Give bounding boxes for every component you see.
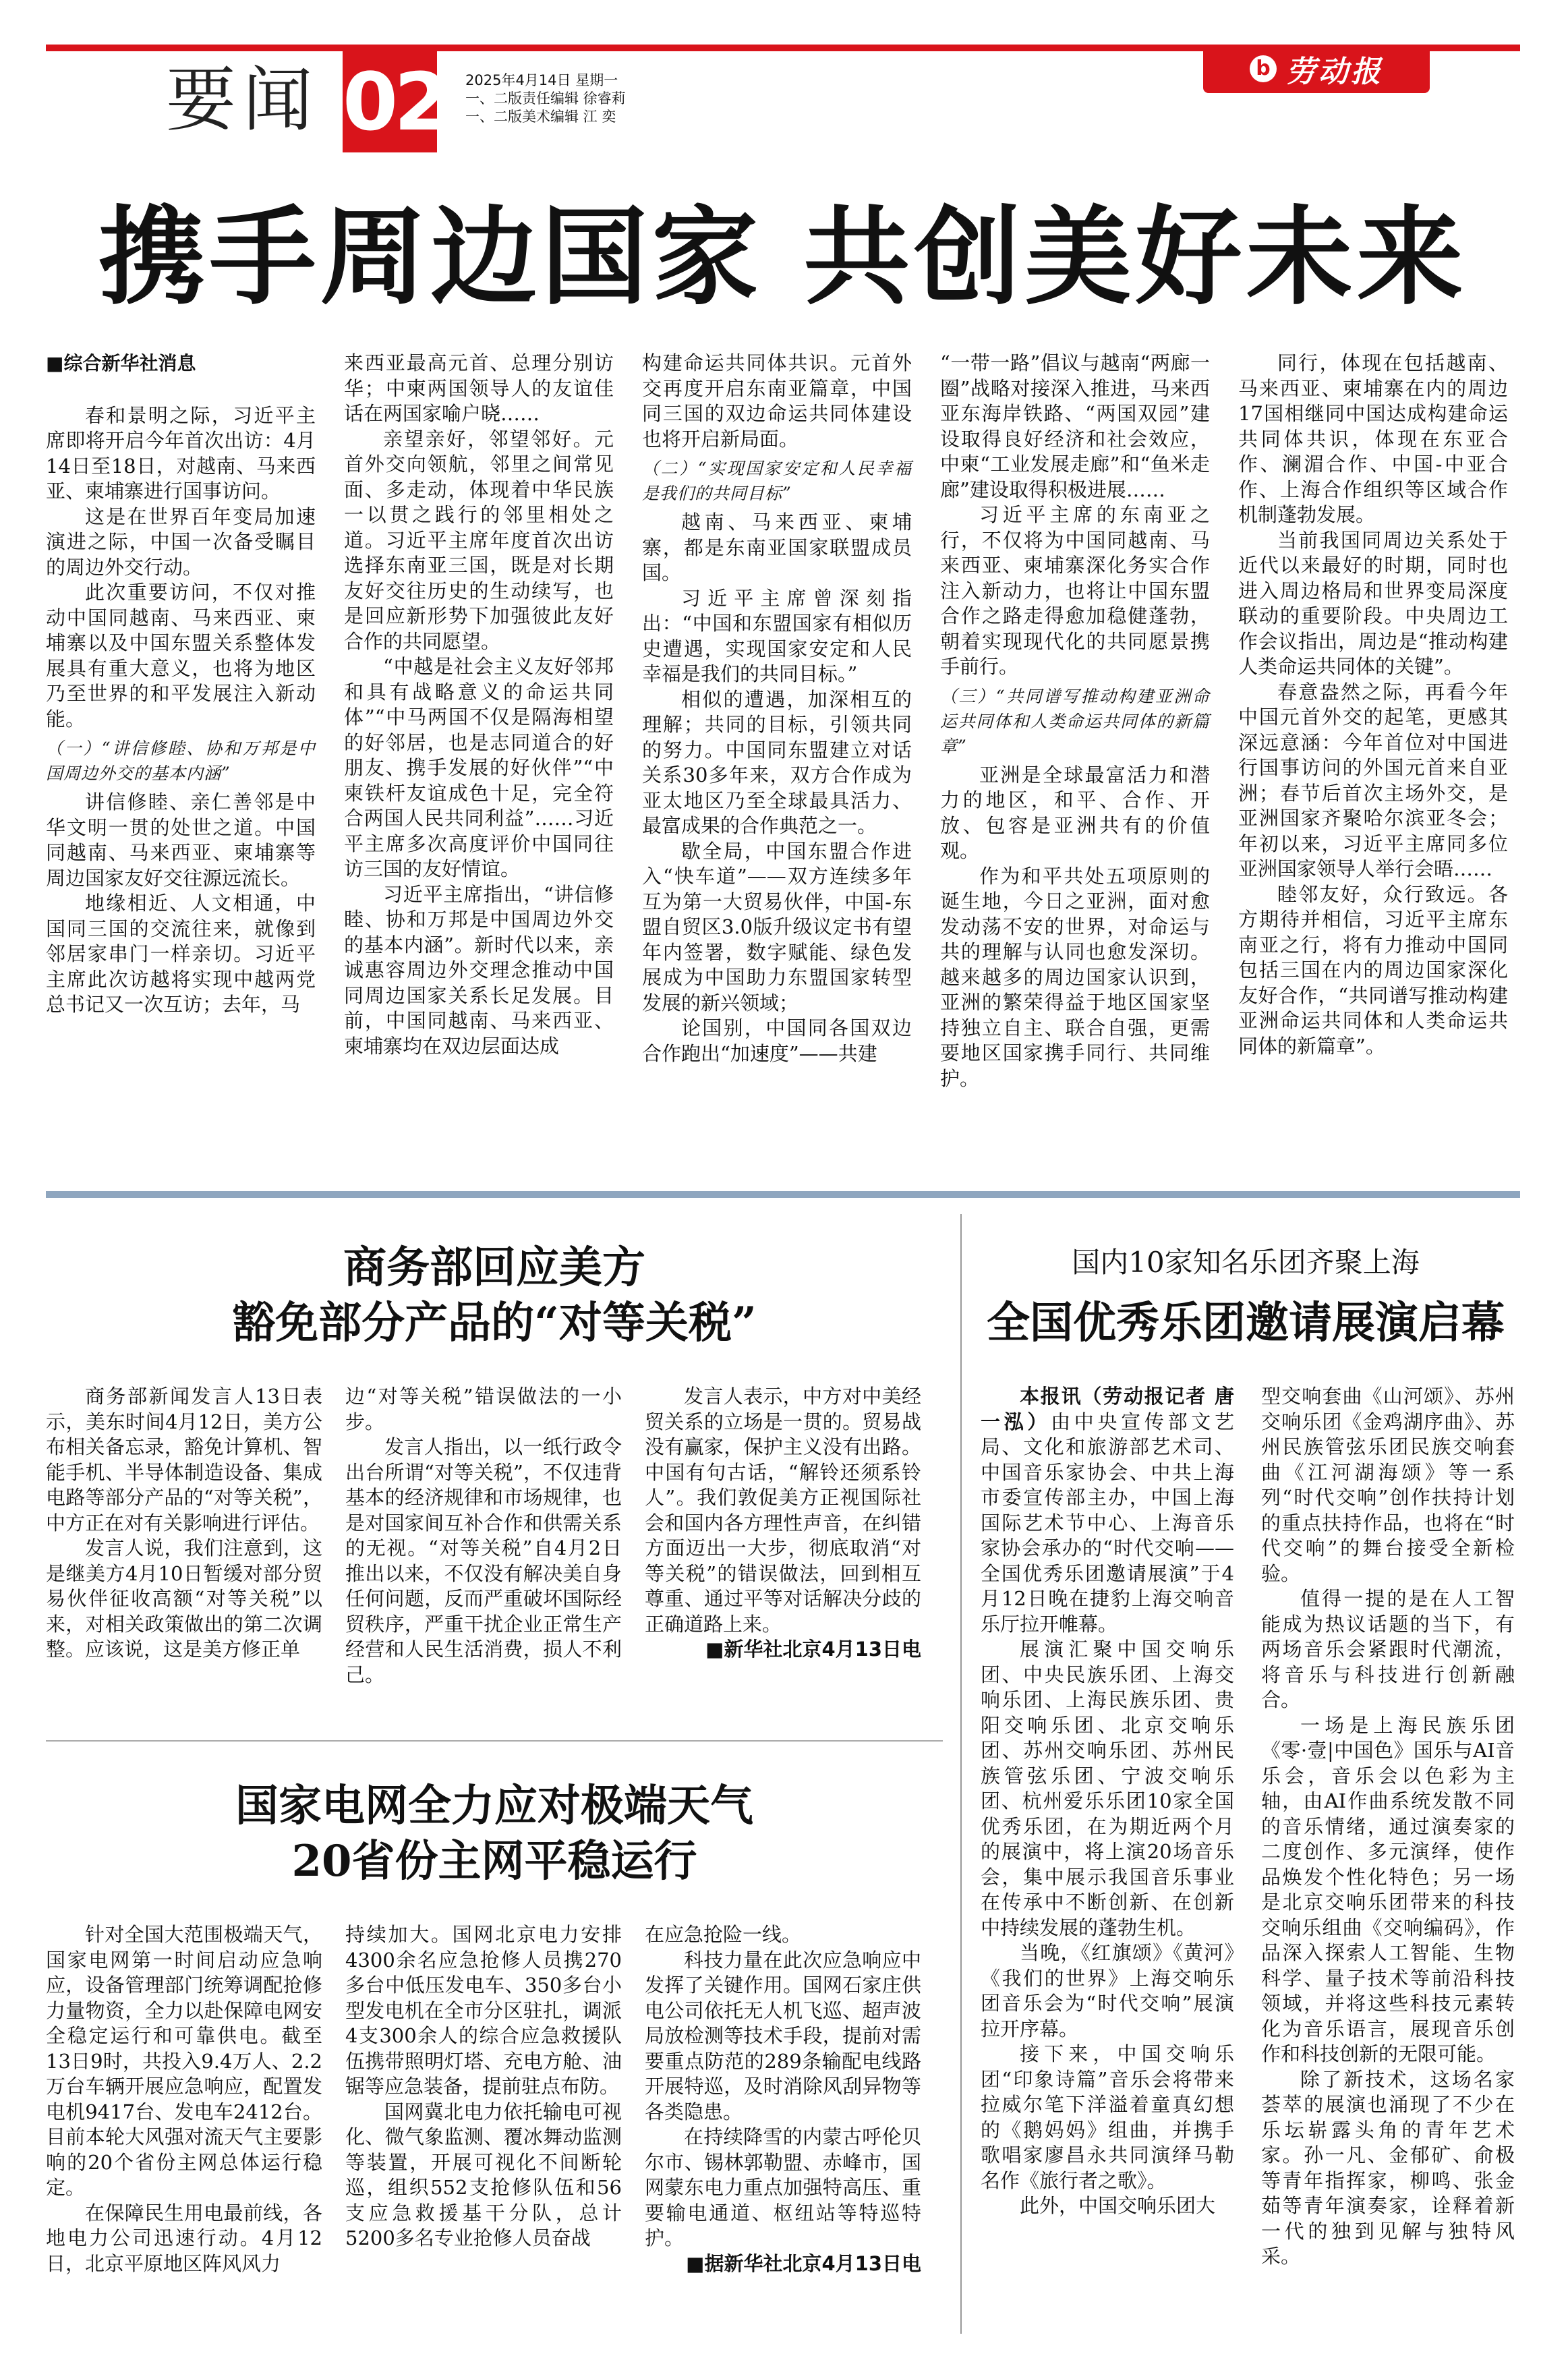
grid-paragraph: 国网冀北电力依托输电可视化、微气象监测、覆冰舞动监测等装置，开展可视化不间断轮巡，组织552支抢修队伍和56支应急救援基干分队，总计5200多名专业抢修人员奋战 <box>345 2100 622 2249</box>
lead-paragraph: 地缘相近、人文相通，中国同三国的交流往来，就像到邻居家串门一样亲切。习近平主席此次访越将实现中越两党总书记又一次互访；去年，马 <box>46 892 316 1016</box>
tariff-paragraph: 商务部新闻发言人13日表示，美东时间4月12日，美方公布相关备忘录，豁免计算机、智能手机、半导体制造设备、集成电路等部分产品的“对等关税”，中方正在对有关影响进行评估。 <box>46 1385 322 1534</box>
lead-paragraph: “中越是社会主义友好邻邦和具有战略意义的命运共同体”“中马两国不仅是隔海相望的好邻居，也是志同道合的好朋友、携手发展的好伙伴”“中柬铁杆友谊成色十足，完全符合两国人民共同利益”……习近平主席多次高度评价中国同往访三国的友好情谊。 <box>344 655 614 880</box>
lead-paragraph: 春意盎然之际，再看今年中国元首外交的起笔，更感其深远意涵：今年首位对中国进行国事访问的外国元首来自亚洲；春节后首次主场外交，是亚洲国家齐聚哈尔滨亚冬会；年初以来，习近平主席同多位亚洲国家领导人举行会晤…… <box>1238 680 1508 880</box>
lead-paragraph: 此次重要访问，不仅对推动中国同越南、马来西亚、柬埔寨以及中国东盟关系整体发展具有重大意义，也将为地区乃至世界的和平发展注入新动能。 <box>46 581 316 730</box>
page-number: 02 <box>343 51 437 152</box>
tariff-title-line1: 商务部回应美方 <box>343 1242 645 1293</box>
logo-mark-icon: b <box>1250 55 1277 82</box>
orchestra-kicker: 国内10家知名乐团齐聚上海 <box>1072 1246 1420 1279</box>
lead-paragraph: 当前我国同周边关系处于近代以来最好的时期，同时也进入周边格局和世界变局深度联动的重要阶段。中央周边工作会议指出，周边是“推动构建人类命运共同体的关键”。 <box>1238 528 1508 678</box>
tariff-dateline: ■新华社北京4月13日电 <box>705 1638 921 1661</box>
orchestra-paragraph: 一场是上海民族乐团《零·壹|中国色》国乐与AI音乐会，音乐会以色彩为主轴，由AI作曲系统发散不同的音乐情绪，通过演奏家的二度创作、多元演绎，使作品焕发个性化特色；另一场是北京交响乐团带来的科技交响乐组曲《交响编码》，作品深入探索人工智能、生物科学、量子技术等前沿科技领域，并将这些科技元素转化为音乐语言，展现音乐创作和科技创新的无限可能。 <box>1261 1713 1515 2065</box>
lead-paragraph: 论国别，中国同各国双边合作跑出“加速度”——共建 <box>642 1016 912 1065</box>
orchestra-paragraph: 除了新技术，这场名家荟萃的展演也涌现了不少在乐坛崭露头角的青年艺术家。孙一凡、金郁矿、俞极等青年指挥家，柳鸣、张金茹等青年演奏家，诠释着新一代的独到见解与独特风采。 <box>1261 2067 1515 2268</box>
editor-line: 一、二版责任编辑 徐睿莉 <box>465 90 626 107</box>
orchestra-column-2 <box>1261 1384 1515 2270</box>
grid-paragraph: 在持续降雪的内蒙古呼伦贝尔市、锡林郭勒盟、赤峰市，国网蒙东电力重点加强特高压、重要输电通道、枢纽站等特巡特护。 <box>645 2125 921 2249</box>
lead-source: ■综合新华社消息 <box>46 352 196 374</box>
grid-title-line2: 20省份主网平稳运行 <box>291 1836 697 1887</box>
orchestra-paragraph: 型交响套曲《山河颂》、苏州交响乐团《金鸡湖序曲》、苏州民族管弦乐团民族交响套曲《江河湖海颂》等一系列“时代交响”创作扶持计划的重点扶持作品，也将在“时代交响”的舞台接受全新检验。 <box>1261 1385 1515 1585</box>
orchestra-paragraph: 接下来，中国交响乐团“印象诗篇”音乐会将带来拉威尔笔下洋溢着童真幻想的《鹅妈妈》组曲，并携手歌唱家廖昌永共同演绎马勒名作《旅行者之歌》。 <box>981 2042 1234 2192</box>
lead-subheading: （一）“讲信修睦、协和万邦是中国周边外交的基本内涵” <box>46 739 316 783</box>
grid-column-2 <box>345 1922 622 2251</box>
grid-paragraph: 科技力量在此次应急响应中发挥了关键作用。国网石家庄供电公司依托无人机飞巡、超声波局放检测等技术手段，提前对需要重点防范的289条输配电线路开展特巡，及时消除风刮异物等各类隐患。 <box>645 1948 921 2123</box>
lead-paragraph: 这是在世界百年变局加速演进之际，中国一次备受瞩目的周边外交行动。 <box>46 505 316 579</box>
lead-paragraph: 作为和平共处五项原则的诞生地，今日之亚洲，面对愈发动荡不安的世界，对命运与共的理解与认同也愈发深切。越来越多的周边国家认识到，亚洲的繁荣得益于地区国家坚持独立自主、联合自强，更需要地区国家携手同行、共同维护。 <box>940 864 1210 1090</box>
lead-column-1 <box>46 351 316 1018</box>
lead-subheading: （三）“共同谱写推动构建亚洲命运共同体和人类命运共同体的新篇章” <box>940 686 1210 756</box>
lead-column-4 <box>940 351 1210 1091</box>
orchestra-column-1 <box>981 1384 1234 2219</box>
byline: 本报讯（劳动报记者 唐一泓） <box>981 1385 1234 1433</box>
lead-paragraph: 越南、马来西亚、柬埔寨，都是东南亚国家联盟成员国。 <box>642 511 912 584</box>
grid-paragraph: 针对全国大范围极端天气，国家电网第一时间启动应急响应，设备管理部门统筹调配抢修力量物资，全力以赴保障电网安全稳定运行和可靠供电。截至13日9时，共投入9.4万人、2.2万台车辆开展应急响应，配置发电机9417台、发电车2412台。目前本轮大风强对流天气主要影响的20个省份主网总体运行稳定。 <box>46 1923 322 2199</box>
orchestra-paragraph <box>981 1384 1234 1637</box>
lead-paragraph: 相似的遭遇，加深相互的理解；共同的目标，引领共同的努力。中国同东盟建立对话关系30多年来，双方合作成为亚太地区乃至全球最具活力、最富成果的合作典范之一。 <box>642 687 912 837</box>
lead-paragraph: 习近平主席曾深刻指出：“中国和东盟国家有相似历史遭遇，实现国家安定和人民幸福是我们的共同目标。” <box>642 586 912 685</box>
lead-paragraph: 睦邻友好，众行致远。各方期待并相信，习近平主席东南亚之行，将有力推动中国同包括三国在内的周边国家深化友好合作，“共同谱写推动构建亚洲命运共同体和人类命运共同体的新篇章”。 <box>1238 882 1508 1058</box>
grid-column-1 <box>46 1922 322 2276</box>
lead-paragraph: 习近平主席的东南亚之行，不仅将为中国同越南、马来西亚、柬埔寨深化务实合作注入新动力，也将让中国东盟合作之路走得愈加稳健蓬勃，朝着实现现代化的共同愿景携手前行。 <box>940 503 1210 678</box>
grid-dateline: ■据新华社北京4月13日电 <box>686 2251 921 2275</box>
tariff-column-3 <box>645 1384 921 1663</box>
art-editor-line: 一、二版美术编辑 江 奕 <box>465 109 616 125</box>
lead-column-3 <box>642 351 912 1066</box>
grid-column-3 <box>645 1922 921 2276</box>
lead-subheading: （二）“实现国家安定和人民幸福是我们的共同目标” <box>642 459 912 503</box>
edition-info <box>465 71 626 126</box>
grid-paragraph: 持续加大。国网北京电力安排4300余名应急抢修人员携270多台中低压发电车、350多台小型发电机在全市分区驻扎，调派4支300余人的综合应急救援队伍携带照明灯塔、充电方舱、油锯等应急装备，提前驻点布防。 <box>345 1923 622 2098</box>
section-divider <box>46 1191 1520 1198</box>
tariff-paragraph: 发言人指出，以一纸行政令出台所谓“对等关税”，不仅违背基本的经济规律和市场规律，也是对国家间互补合作和供需关系的无视。“对等关税”自4月2日推出以来，不仅没有解决美自身任何问题，反而严重破坏国际经贸秩序，严重干扰企业正常生产经营和人民生活消费，损人不利己。 <box>345 1435 622 1686</box>
section-name: 要闻 <box>166 59 320 141</box>
lead-paragraph: 同行，体现在包括越南、马来西亚、柬埔寨在内的周边17国相继同中国达成构建命运共同体共识，体现在东亚合作、澜湄合作、中国-中亚合作、上海合作组织等区域合作机制蓬勃发展。 <box>1238 351 1508 526</box>
lead-headline: 携手周边国家 共创美好未来 <box>98 195 1468 320</box>
date-line: 2025年4月14日 星期一 <box>465 72 618 88</box>
article-separator <box>46 1740 943 1742</box>
lead-paragraph: 歇全局，中国东盟合作进入“快车道”——双方连续多年互为第一大贸易伙伴，中国-东盟自贸区3.0版升级议定书有望年内签署，数字赋能、绿色发展成为中国助力东盟国家转型发展的新兴领域； <box>642 839 912 1014</box>
lead-column-5 <box>1238 351 1508 1059</box>
lead-paragraph: 讲信修睦、亲仁善邻是中华文明一贯的处世之道。中国同越南、马来西亚、柬埔寨等周边国家友好交往源远流长。 <box>46 791 316 890</box>
orchestra-title: 全国优秀乐团邀请展演启幕 <box>987 1298 1505 1348</box>
orchestra-paragraph: 值得一提的是在人工智能成为热议话题的当下，有两场音乐会紧跟时代潮流，将音乐与科技进行创新融合。 <box>1261 1587 1515 1711</box>
tariff-paragraph: 边“对等关税”错误做法的一小步。 <box>345 1385 622 1433</box>
paper-logo <box>1203 45 1430 93</box>
lead-column-2 <box>344 351 614 1059</box>
lead-paragraph: 构建命运共同体共识。元首外交再度开启东南亚篇章，中国同三国的双边命运共同体建设也将开启新局面。 <box>642 351 912 451</box>
lead-paragraph: 亲望亲好，邻望邻好。元首外交向领航，邻里之间常见面、多走动，体现着中华民族一以贯之践行的邻里相处之道。习近平主席年度首次出访选择东南亚三国，既是对长期友好交往历史的生动续写，也是回应新形势下加强彼此友好合作的共同愿望。 <box>344 427 614 653</box>
grid-paragraph: 在保障民生用电最前线，各地电力公司迅速行动。4月12日，北京平原地区阵风风力 <box>46 2201 322 2275</box>
column-rule <box>960 1214 962 2334</box>
lead-paragraph: 亚洲是全球最富活力和潜力的地区，和平、合作、开放、包容是亚洲共有的价值观。 <box>940 763 1210 862</box>
grid-paragraph: 在应急抢险一线。 <box>645 1923 802 1946</box>
orchestra-paragraph: 展演汇聚中国交响乐团、中央民族乐团、上海交响乐团、上海民族乐团、贵阳交响乐团、北京交响乐团、苏州交响乐团、苏州民族管弦乐团、宁波交响乐团、杭州爱乐乐团10家全国优秀乐团，在为期近两个月的展演中，将上演20场音乐会，集中展示我国音乐事业在传承中不断创新、在创新中持续发展的蓬勃生机。 <box>981 1638 1234 1939</box>
orchestra-paragraph: 此外，中国交响乐团大 <box>1020 2194 1216 2217</box>
grid-title-line1: 国家电网全力应对极端天气 <box>235 1781 753 1831</box>
tariff-title-line2: 豁免部分产品的“对等关税” <box>232 1298 757 1348</box>
paper-name: 劳动报 <box>1286 55 1383 89</box>
tariff-paragraph: 发言人表示，中方对中美经贸关系的立场是一贯的。贸易战没有赢家，保护主义没有出路。中国有句古话，“解铃还须系铃人”。我们敦促美方正视国际社会和国内各方理性声音，在纠错方面迈出一大步，彻底取消“对等关税”的错误做法，回到相互尊重、通过平等对话解决分歧的正确道路上来。 <box>645 1385 921 1636</box>
lead-paragraph: 春和景明之际，习近平主席即将开启今年首次出访：4月14日至18日，对越南、马来西亚、柬埔寨进行国事访问。 <box>46 403 316 502</box>
orchestra-paragraph-text: 由中央宣传部文艺局、文化和旅游部艺术司、中国音乐家协会、中共上海市委宣传部主办，中国上海国际艺术节中心、上海音乐家协会承办的“时代交响——全国优秀乐团邀请展演”于4月12日晚在捷豹上海交响音乐厅拉开帷幕。 <box>981 1410 1234 1636</box>
lead-paragraph: “一带一路”倡议与越南“两廊一圈”战略对接深入推进，马来西亚东海岸铁路、“两国双园”建设取得良好经济和社会效应，中柬“工业发展走廊”和“鱼米走廊”建设取得积极进展…… <box>940 351 1210 501</box>
lead-paragraph: 来西亚最高元首、总理分别访华；中柬两国领导人的友谊佳话在两国家喻户晓…… <box>344 351 614 425</box>
tariff-column-2 <box>345 1384 622 1688</box>
orchestra-paragraph: 当晚，《红旗颂》《黄河》《我们的世界》上海交响乐团音乐会为“时代交响”展演拉开序幕。 <box>981 1941 1234 2040</box>
lead-paragraph: 习近平主席指出，“讲信修睦、协和万邦是中国周边外交的基本内涵”。新时代以来，亲诚惠容周边外交理念推动中国同周边国家关系长足发展。目前，中国同越南、马来西亚、柬埔寨均在双边层面达成 <box>344 882 614 1058</box>
tariff-column-1 <box>46 1384 322 1663</box>
tariff-paragraph: 发言人说，我们注意到，这是继美方4月10日暂缓对部分贸易伙伴征收高额“对等关税”以来，对相关政策做出的第二次调整。应该说，这是美方修正单 <box>46 1536 322 1661</box>
